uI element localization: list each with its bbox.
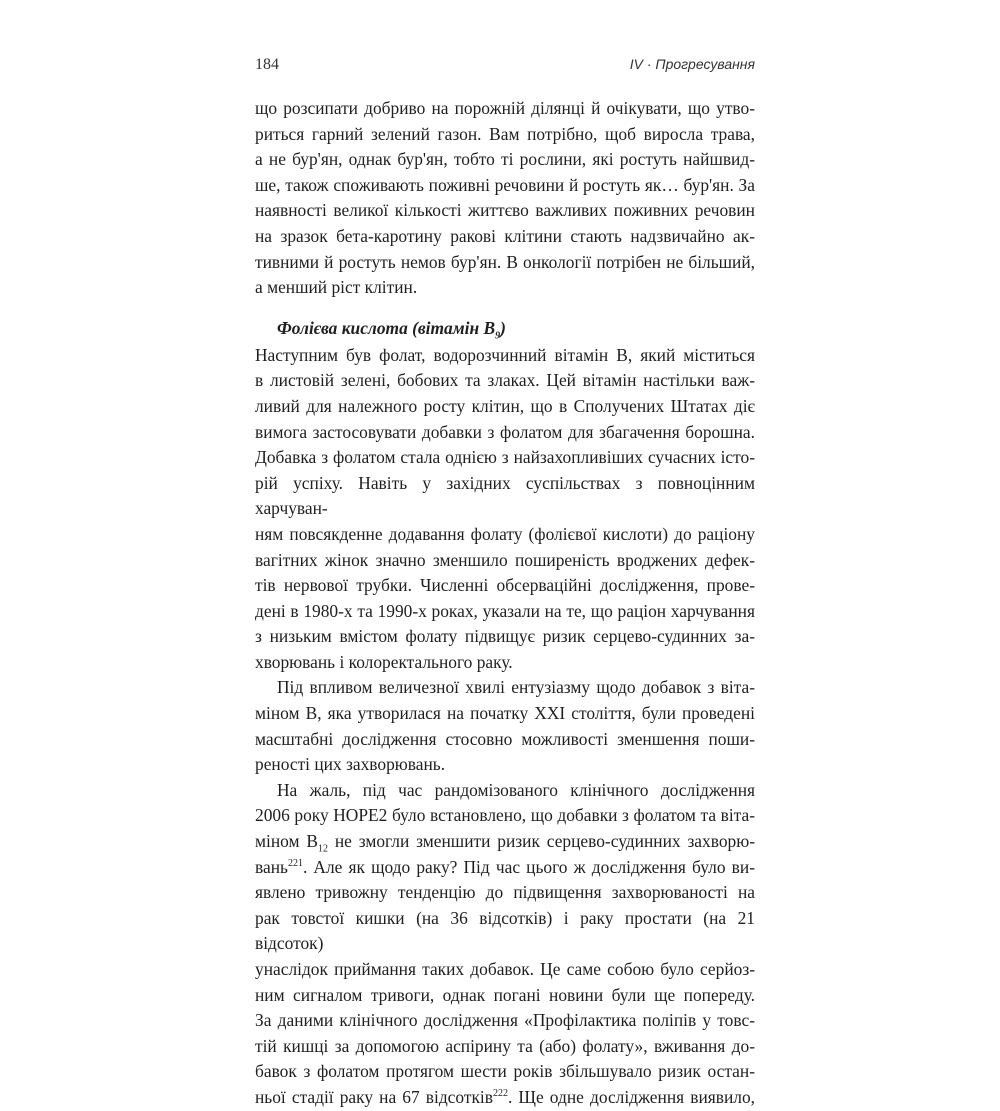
- text-line: наявності великої кількості життєво важливих поживних речовин: [255, 200, 755, 221]
- text-line: Наступним був фолат, водорозчинний вітамін B, який міститься: [255, 344, 755, 365]
- body-text: [255, 96, 755, 1111]
- text-line: ше, також споживають поживні речовини й ростуть як… бур'ян. За: [255, 174, 755, 195]
- footnote-ref[interactable]: 221: [287, 857, 303, 869]
- text-line: вагітних жінок значно зменшило поширеність вроджених дефек-: [255, 549, 755, 570]
- text-line: явлено тривожну тенденцію до підвищення захворюваності на: [255, 882, 755, 903]
- paragraph-2: [255, 343, 755, 676]
- paragraph-1: [255, 96, 755, 301]
- text-line: ням повсякденне додавання фолату (фолієвої кислоти) до раціону: [255, 523, 755, 544]
- text-line: міном B, яка утворилася на початку XXI століття, були проведені: [255, 703, 755, 724]
- text-line: За даними клінічного дослідження «Профілактика поліпів у товс-: [255, 1010, 755, 1031]
- text-line: ливий для належного росту клітин, що в Сполучених Штатах діє: [255, 395, 755, 416]
- text-line: унаслідок приймання таких добавок. Це саме собою було серйоз-: [255, 959, 755, 979]
- text-line: хворювань і колоректального раку.: [255, 651, 513, 672]
- text-line: риться гарний зелений газон. Вам потрібно, щоб виросла трава,: [255, 123, 755, 144]
- text-line: з низьким вмістом фолату підвищує ризик серцево-судинних за-: [255, 626, 755, 647]
- text-line: дені в 1980-х та 1990-х роках, указали на те, що раціон харчування: [255, 600, 755, 621]
- text-line: на зразок бета-каротину ракові клітини стають надзвичайно ак-: [255, 225, 755, 246]
- text-line: бавок з фолатом протягом шести років збільшувало ризик остан-: [255, 1061, 755, 1082]
- footnote-ref[interactable]: 222: [492, 1088, 508, 1100]
- paragraph-4: [255, 778, 755, 1111]
- text-line: Добавка з фолатом стала однією з найзахопливіших сучасних істо-: [255, 447, 755, 468]
- text-line: тивними й ростуть немов бур'ян. В онкології потрібен не більший,: [255, 251, 755, 272]
- text-line: а не бур'ян, однак бур'ян, тобто ті рослини, які ростуть найшвид-: [255, 149, 755, 170]
- text-line: Під впливом величезної хвилі ентузіазму щодо добавок з віта-: [277, 677, 755, 698]
- text-line: рій успіху. Навіть у західних суспільствах з повноцінним харчуван-: [255, 472, 755, 519]
- text-line: реності цих захворювань.: [255, 754, 446, 775]
- text-line: тів нервової трубки. Численні обсерваційні дослідження, прове-: [255, 575, 755, 596]
- text-line: рак товстої кишки (на 36 відсотків) і раку простати (на 21 відсоток): [255, 907, 755, 954]
- text-line: в листовій зелені, бобових та злаках. Цей вітамін настільки важ-: [255, 370, 755, 391]
- text-line: вань$^{221}$. Але як щодо раку? Під час цього ж дослідження було ви-: [255, 856, 755, 877]
- text-line: На жаль, під час рандомізованого клінічного дослідження: [277, 779, 755, 800]
- text-line: 2006 року HOPE2 було встановлено, що добавки з фолатом та віта-: [255, 805, 755, 826]
- text-line: масштабні дослідження стосовно можливості зменшення поши-: [255, 728, 755, 749]
- text-line: що розсипати добриво на порожній ділянці й очікувати, що утво-: [255, 98, 755, 118]
- text-line: міном $B_{12}$ не змогли зменшити ризик серцево-судинних захворю-: [255, 831, 755, 855]
- paragraph-3: [255, 675, 755, 777]
- text-line: ним сигналом тривоги, однак погані новини були ще попереду.: [255, 984, 755, 1005]
- section-heading: Фолієва кислота (вітамін $B_9$): [277, 317, 506, 342]
- text-line: тій кишці за допомогою аспірину та (або) фолату», вживання до-: [255, 1035, 755, 1056]
- text-line: а менший ріст клітин.: [255, 277, 418, 298]
- text-line: вимога застосовувати добавки з фолатом для збагачення борошна.: [255, 421, 755, 442]
- running-title: IV · Прогресування: [629, 56, 755, 72]
- page-header: [255, 56, 755, 74]
- text-line: ньої стадії раку на 67 відсотків$^{222}$. Ще одне дослідження виявило,: [255, 1086, 755, 1107]
- page-number: 184: [255, 56, 279, 73]
